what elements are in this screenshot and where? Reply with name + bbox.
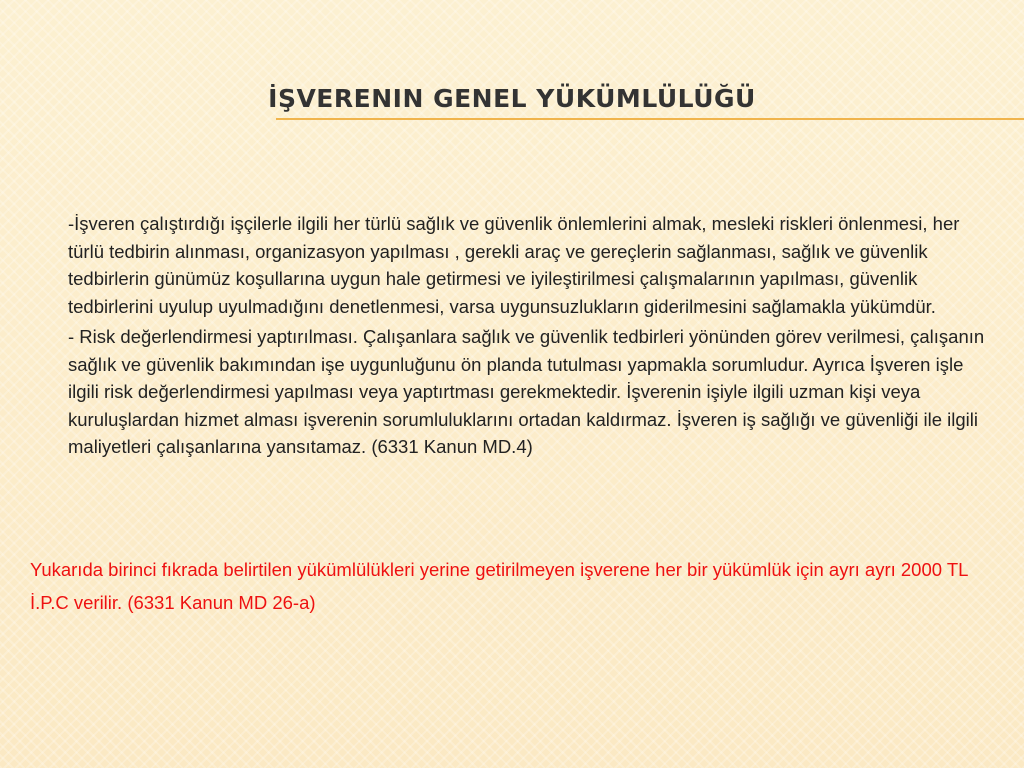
slide-title: İŞVERENIN GENEL YÜKÜMLÜLÜĞÜ <box>268 84 756 113</box>
paragraph-risk-assessment: - Risk değerlendirmesi yaptırılması. Çalışanlara sağlık ve güvenlik tedbirleri yönünden görev verilmesi, çalışanın sağlık ve güvenlik bakımından işe uygunluğunu ön planda tutulması yapmakla sorumludur. Ayrıca İşveren işle ilgili risk değerlendirmesi yapılması veya yaptırtması gerekmektedir. İşverenin işiyle ilgili uzman kişi veya kuruluşlardan hizmet alması işverenin sorumluluklarını ortadan kaldırmaz. İşveren iş sağlığı ve güvenliği ile ilgili maliyetleri çalışanlarına yansıtamaz. (6331 Kanun MD.4) <box>68 326 985 457</box>
title-underline <box>276 118 1024 120</box>
body-text <box>68 210 998 464</box>
penalty-note: Yukarıda birinci fıkrada belirtilen yükümlülükleri yerine getirilmeyen işverene her bir yükümlük için ayrı ayrı 2000 TL İ.P.C verilir. (6331 Kanun MD 26-a) <box>30 559 968 613</box>
paragraph-employer-duties: -İşveren çalıştırdığı işçilerle ilgili her türlü sağlık ve güvenlik önlemlerini almak, mesleki riskleri önlenmesi, her türlü tedbirin alınması, organizasyon yapılması , gerekli araç ve gereçlerin sağlanması, sağlık ve güvenlik tedbirlerin günümüz koşullarına uygun hale getirmesi ve iyileştirilmesi çalışmalarının yapılması, güvenlik tedbirlerini uyulup uyulmadığını denetlenmesi, varsa uygunsuzlukların giderilmesini sağlamakla yükümdür. <box>68 213 960 317</box>
